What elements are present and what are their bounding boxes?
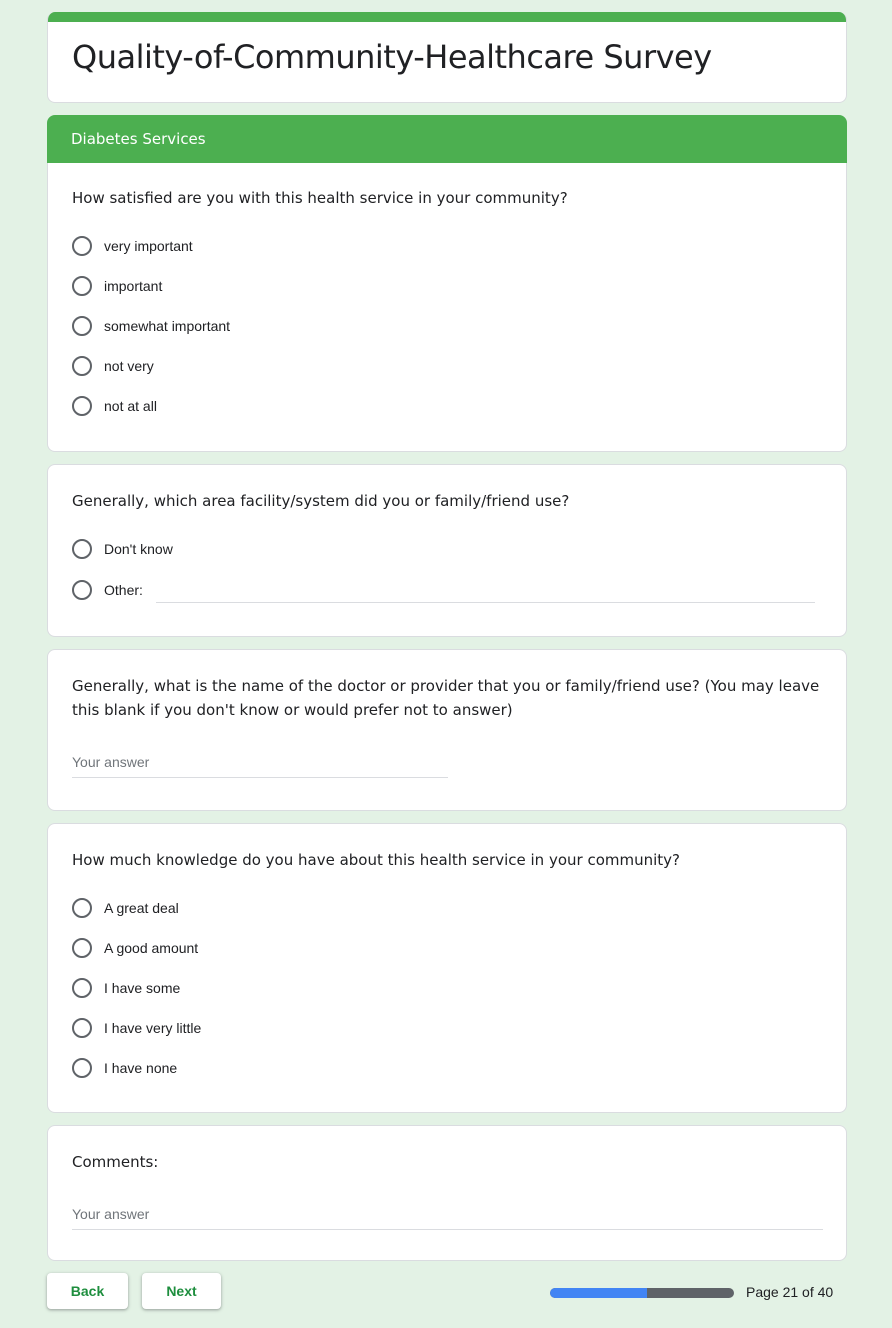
option-important[interactable] (72, 274, 162, 298)
option-label: important (104, 278, 163, 294)
radio-button[interactable] (72, 978, 92, 998)
option-not-at-all[interactable] (72, 394, 157, 418)
option-label: not at all (104, 398, 157, 414)
radio-button[interactable] (72, 236, 92, 256)
radio-button[interactable] (72, 396, 92, 416)
question-comments-card (47, 1125, 847, 1261)
option-label: not very (104, 358, 154, 374)
next-button[interactable]: Next (142, 1273, 221, 1309)
progress-bar-fill (550, 1288, 647, 1298)
option-label: I have some (104, 980, 181, 996)
radio-button[interactable] (72, 1058, 92, 1078)
radio-button[interactable] (72, 898, 92, 918)
option-label: A great deal (104, 900, 179, 916)
question-facility-text: Generally, which area facility/system did you or family/friend use? (72, 492, 570, 510)
question-knowledge-card (47, 823, 847, 1113)
option-other[interactable] (72, 578, 143, 602)
option-label: Don't know (104, 541, 173, 557)
option-label: very important (104, 238, 193, 254)
radio-button[interactable] (72, 938, 92, 958)
comments-answer-input[interactable] (72, 1204, 823, 1230)
radio-button[interactable] (72, 539, 92, 559)
option-label: somewhat important (104, 318, 231, 334)
option-good-amount[interactable] (72, 936, 198, 960)
option-label: I have none (104, 1060, 178, 1076)
radio-button[interactable] (72, 316, 92, 336)
option-somewhat-important[interactable] (72, 314, 230, 338)
option-dont-know[interactable] (72, 537, 173, 561)
question-provider-text: Generally, what is the name of the doctor or provider that you or family/friend use? (You may leave this blank if you don't know or would prefer not to answer) (72, 677, 820, 719)
survey-title-card (47, 12, 847, 103)
back-button[interactable]: Back (47, 1273, 128, 1309)
other-text-field[interactable] (156, 602, 815, 603)
radio-button[interactable] (72, 580, 92, 600)
option-very-little[interactable] (72, 1016, 201, 1040)
radio-button[interactable] (72, 356, 92, 376)
question-satisfaction-text: How satisfied are you with this health service in your community? (72, 189, 568, 207)
question-knowledge-text: How much knowledge do you have about this health service in your community? (72, 851, 680, 869)
option-great-deal[interactable] (72, 896, 179, 920)
radio-button[interactable] (72, 276, 92, 296)
question-comments-text: Comments: (72, 1153, 159, 1171)
option-label: I have very little (104, 1020, 202, 1036)
option-very-important[interactable] (72, 234, 193, 258)
option-label: Other: (104, 582, 143, 598)
option-label: A good amount (104, 940, 199, 956)
section-header (47, 115, 847, 163)
section-title: Diabetes Services (71, 130, 206, 148)
option-not-very[interactable] (72, 354, 154, 378)
radio-button[interactable] (72, 1018, 92, 1038)
question-satisfaction-card (47, 163, 847, 452)
question-provider-card (47, 649, 847, 811)
page-indicator: Page 21 of 40 (746, 1284, 834, 1300)
survey-title: Quality-of-Community-Healthcare Survey (72, 38, 712, 76)
title-accent-strip (48, 12, 846, 22)
question-facility-card (47, 464, 847, 637)
option-none[interactable] (72, 1056, 177, 1080)
option-have-some[interactable] (72, 976, 180, 1000)
progress-bar (550, 1288, 734, 1298)
provider-answer-input[interactable] (72, 752, 448, 778)
